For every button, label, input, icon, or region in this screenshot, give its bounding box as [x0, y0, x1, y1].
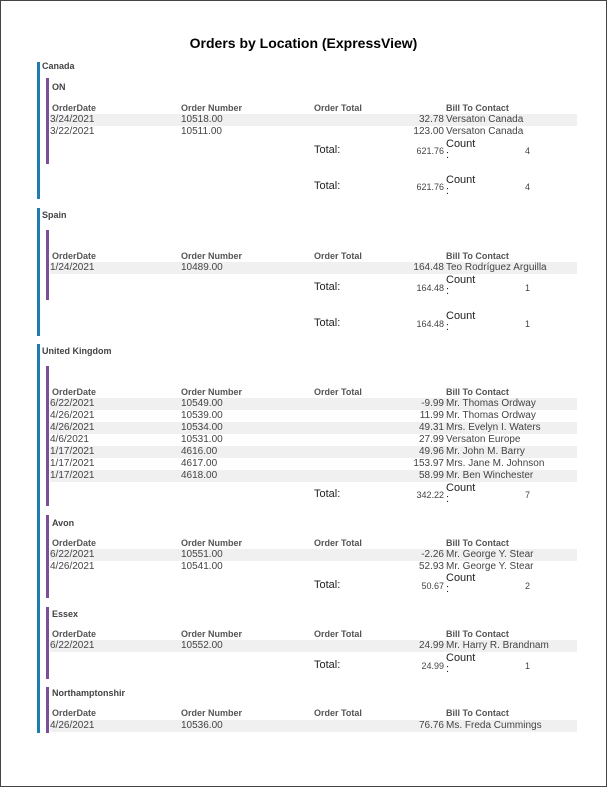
country-group-bar: [37, 62, 40, 199]
col-header-order-date: OrderDate: [52, 708, 97, 718]
col-header-order-number: Order Number: [181, 538, 243, 548]
order-number-cell: 10518.00: [181, 114, 223, 125]
col-header-order-total: Order Total: [314, 103, 362, 113]
total-value: 621.76: [416, 182, 444, 192]
bill-to-contact-cell: Mrs. Evelyn I. Waters: [446, 422, 541, 433]
col-header-order-number: Order Number: [181, 103, 243, 113]
bill-to-contact-cell: Mr. John M. Barry: [446, 446, 525, 457]
bill-to-contact-cell: Mr. Thomas Ordway: [446, 398, 536, 409]
order-total-cell: 49.96: [418, 446, 444, 457]
table-row: [50, 126, 577, 138]
count-value: 4: [525, 182, 531, 192]
col-header-order-date: OrderDate: [52, 387, 97, 397]
order-date-cell: 1/17/2021: [50, 446, 95, 457]
table-row: [50, 434, 577, 446]
order-total-cell: -2.26: [421, 549, 444, 560]
count-colon: :: [446, 583, 450, 595]
region-label-northamptonshire: Northamptonshir: [52, 688, 125, 698]
order-total-cell: 153.97: [413, 458, 444, 469]
count-colon: :: [446, 149, 450, 161]
table-row: [50, 458, 577, 470]
order-total-cell: 49.31: [418, 422, 444, 433]
region-group-bar: [46, 230, 49, 300]
table-row: [50, 262, 577, 274]
count-value: 1: [525, 661, 531, 671]
col-header-order-total: Order Total: [314, 538, 362, 548]
count-label: Count: [446, 138, 476, 150]
order-number-cell: 10539.00: [181, 410, 223, 421]
order-date-cell: 4/6/2021: [50, 434, 89, 445]
bill-to-contact-cell: Mr. Thomas Ordway: [446, 410, 536, 421]
table-row: [50, 470, 577, 482]
count-value: 2: [525, 581, 531, 591]
total-value: 342.22: [416, 490, 444, 500]
total-value: 50.67: [421, 581, 444, 591]
order-total-cell: 164.48: [413, 262, 444, 273]
order-number-cell: 4617.00: [181, 458, 218, 469]
order-number-cell: 10489.00: [181, 262, 223, 273]
table-row: [50, 561, 577, 573]
col-header-order-number: Order Number: [181, 387, 243, 397]
col-header-order-date: OrderDate: [52, 538, 97, 548]
col-header-order-date: OrderDate: [52, 251, 97, 261]
col-header-order-total: Order Total: [314, 387, 362, 397]
bill-to-contact-cell: Versaton Europe: [446, 434, 521, 445]
count-label: Count: [446, 274, 476, 286]
table-row: [50, 549, 577, 561]
table-row: [50, 422, 577, 434]
order-date-cell: 4/26/2021: [50, 422, 95, 433]
count-value: 1: [525, 283, 531, 293]
order-total-cell: 24.99: [418, 640, 444, 651]
count-colon: :: [446, 185, 450, 197]
order-number-cell: 10511.00: [181, 126, 222, 137]
order-date-cell: 1/17/2021: [50, 470, 95, 481]
order-date-cell: 6/22/2021: [50, 640, 95, 651]
region-group-bar: [46, 515, 49, 598]
bill-to-contact-cell: Mr. Harry R. Brandnam: [446, 640, 549, 651]
total-value: 24.99: [421, 661, 444, 671]
bill-to-contact-cell: Ms. Freda Cummings: [446, 720, 542, 731]
order-total-cell: 58.99: [418, 470, 444, 481]
order-number-cell: 10531.00: [181, 434, 223, 445]
count-label: Count: [446, 652, 476, 664]
col-header-order-date: OrderDate: [52, 103, 97, 113]
order-number-cell: 10541.00: [181, 561, 223, 572]
total-label: Total:: [314, 281, 341, 293]
col-header-order-total: Order Total: [314, 251, 362, 261]
country-group-bar: [37, 344, 40, 733]
count-label: Count: [446, 310, 476, 322]
order-date-cell: 6/22/2021: [50, 398, 95, 409]
count-colon: :: [446, 663, 450, 675]
count-label: Count: [446, 572, 476, 584]
count-colon: :: [446, 285, 450, 297]
col-header-order-date: OrderDate: [52, 629, 97, 639]
table-row: [50, 720, 577, 732]
order-number-cell: 10536.00: [181, 720, 223, 731]
order-total-cell: 32.78: [418, 114, 444, 125]
count-colon: :: [446, 493, 450, 505]
order-number-cell: 10549.00: [181, 398, 223, 409]
report-title: Orders by Location (ExpressView): [189, 35, 418, 51]
col-header-bill-to-contact: Bill To Contact: [446, 708, 509, 718]
order-total-cell: -9.99: [421, 398, 444, 409]
order-date-cell: 4/26/2021: [50, 410, 95, 421]
col-header-order-number: Order Number: [181, 629, 243, 639]
order-number-cell: 10534.00: [181, 422, 223, 433]
country-label-spain: Spain: [42, 210, 67, 220]
total-label: Total:: [314, 488, 341, 500]
country-label-canada: Canada: [42, 61, 75, 71]
total-label: Total:: [314, 659, 341, 671]
total-value: 164.48: [416, 319, 444, 329]
col-header-order-number: Order Number: [181, 708, 243, 718]
order-date-cell: 4/26/2021: [50, 720, 95, 731]
bill-to-contact-cell: Mr. George Y. Stear: [446, 549, 534, 560]
country-group-bar: [37, 208, 40, 336]
bill-to-contact-cell: Mr. George Y. Stear: [446, 561, 534, 572]
total-label: Total:: [314, 579, 341, 591]
region-group-bar: [46, 366, 49, 506]
order-number-cell: 10551.00: [181, 549, 223, 560]
bill-to-contact-cell: Versaton Canada: [446, 126, 524, 137]
order-total-cell: 76.76: [418, 720, 444, 731]
country-label-united-kingdom: United Kingdom: [42, 346, 112, 356]
total-value: 164.48: [416, 283, 444, 293]
order-number-cell: 4616.00: [181, 446, 218, 457]
count-value: 4: [525, 146, 531, 156]
col-header-bill-to-contact: Bill To Contact: [446, 629, 509, 639]
col-header-order-total: Order Total: [314, 708, 362, 718]
order-date-cell: 6/22/2021: [50, 549, 95, 560]
count-colon: :: [446, 321, 450, 333]
col-header-bill-to-contact: Bill To Contact: [446, 387, 509, 397]
total-value: 621.76: [416, 146, 444, 156]
bill-to-contact-cell: Teo Rodríguez Arguilla: [446, 262, 547, 273]
col-header-order-number: Order Number: [181, 251, 243, 261]
region-label-essex: Essex: [52, 609, 79, 619]
order-total-cell: 123.00: [413, 126, 444, 137]
table-row: [50, 640, 577, 652]
col-header-bill-to-contact: Bill To Contact: [446, 251, 509, 261]
bill-to-contact-cell: Mr. Ben Winchester: [446, 470, 534, 481]
region-group-bar: [46, 78, 49, 164]
count-label: Count: [446, 174, 476, 186]
order-total-cell: 52.93: [418, 561, 444, 572]
col-header-bill-to-contact: Bill To Contact: [446, 103, 509, 113]
col-header-bill-to-contact: Bill To Contact: [446, 538, 509, 548]
table-row: [50, 398, 577, 410]
total-label: Total:: [314, 317, 341, 329]
table-row: [50, 410, 577, 422]
count-label: Count: [446, 482, 476, 494]
region-group-bar: [46, 687, 49, 733]
total-label: Total:: [314, 144, 341, 156]
order-date-cell: 3/24/2021: [50, 114, 95, 125]
order-date-cell: 1/24/2021: [50, 262, 95, 273]
order-number-cell: 10552.00: [181, 640, 223, 651]
order-number-cell: 4618.00: [181, 470, 218, 481]
bill-to-contact-cell: Versaton Canada: [446, 114, 524, 125]
region-label-on: ON: [52, 82, 66, 92]
bill-to-contact-cell: Mrs. Jane M. Johnson: [446, 458, 545, 469]
col-header-order-total: Order Total: [314, 629, 362, 639]
total-label: Total:: [314, 180, 341, 192]
order-total-cell: 11.99: [419, 410, 444, 421]
region-label-avon: Avon: [52, 518, 75, 528]
count-value: 7: [525, 490, 531, 500]
order-date-cell: 1/17/2021: [50, 458, 95, 469]
table-row: [50, 114, 577, 126]
order-date-cell: 4/26/2021: [50, 561, 95, 572]
table-row: [50, 446, 577, 458]
count-value: 1: [525, 319, 531, 329]
region-group-bar: [46, 607, 49, 679]
order-total-cell: 27.99: [418, 434, 444, 445]
order-date-cell: 3/22/2021: [50, 126, 95, 137]
